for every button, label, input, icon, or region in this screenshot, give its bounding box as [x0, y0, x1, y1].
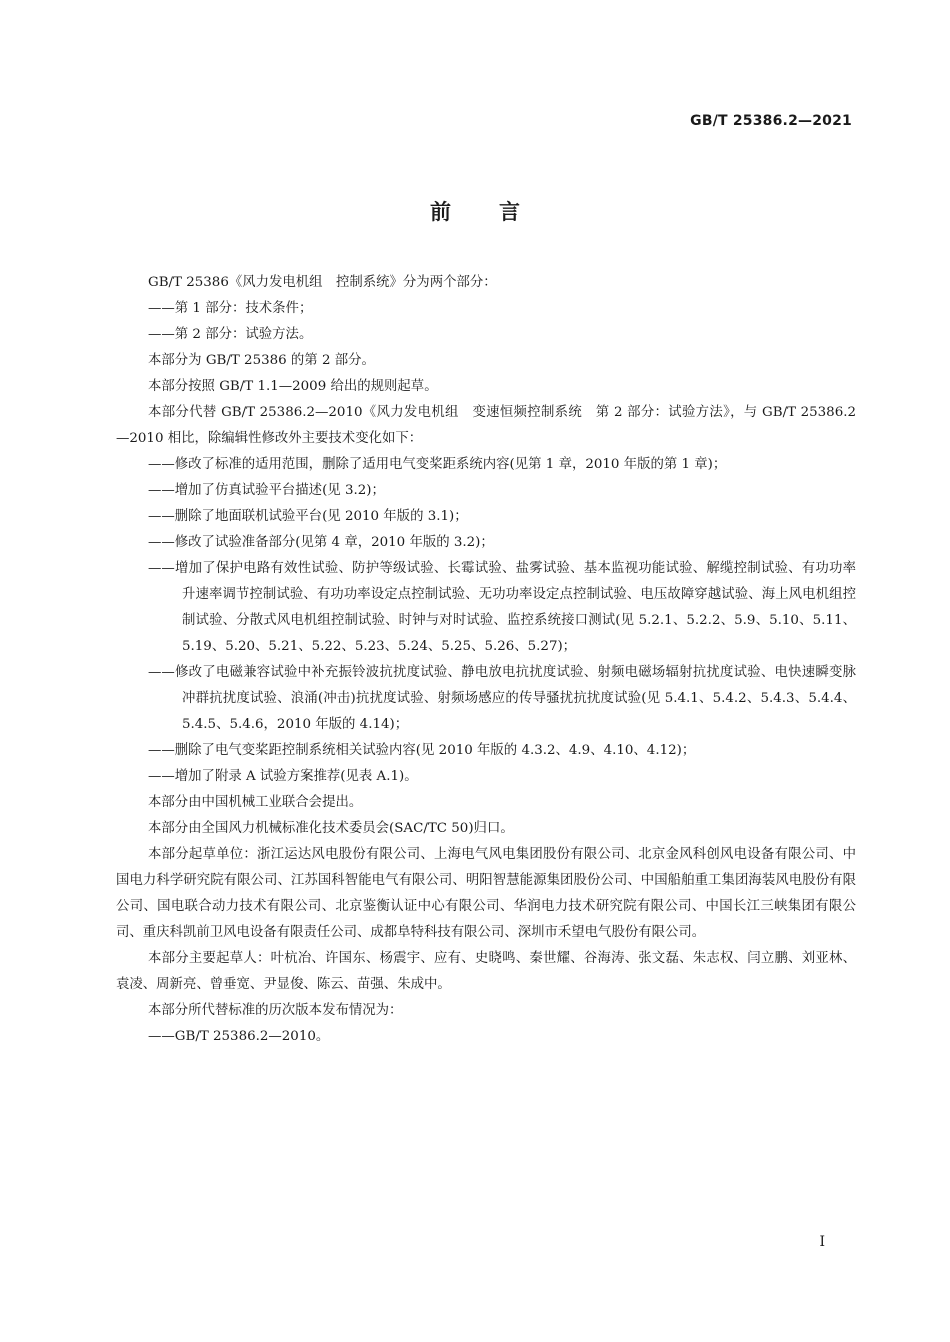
paragraph-history: 本部分所代替标准的历次版本发布情况为：	[148, 1003, 403, 1018]
list-item-change-preparation: ——修改了试验准备部分(见第 4 章，2010 年版的 3.2)；	[148, 535, 494, 550]
paragraph-drafting-rules: 本部分按照 GB/T 1.1—2009 给出的规则起草。	[148, 379, 438, 394]
standard-number: GB/T 25386.2—2021	[690, 113, 852, 129]
list-item-part-2: ——第 2 部分：试验方法。	[148, 327, 313, 342]
list-item-change-emc: ——修改了电磁兼容试验中补充振铃波抗扰度试验、静电放电抗扰度试验、射频电磁场辐射抗扰度试验、电快速瞬变脉冲群抗扰度试验、浪涌(冲击)抗扰度试验、射频场感应的传导骚扰抗扰度试验(见 5.4.1、5.4.2、5.4.3、5.4.4、5.4.5、5.4.6，2010 年版的 4.14)；	[148, 665, 856, 732]
paragraph-proposer: 本部分由中国机械工业联合会提出。	[148, 795, 363, 810]
paragraph-drafting-units: 本部分起草单位：浙江运达风电股份有限公司、上海电气风电集团股份有限公司、北京金风科创风电设备有限公司、中国电力科学研究院有限公司、江苏国科智能电气有限公司、明阳智慧能源集团股份公司、中国船舶重工集团海装风电股份有限公司、国电联合动力技术有限公司、北京鉴衡认证中心有限公司、华润电力技术研究院有限公司、中国长江三峡集团有限公司、重庆科凯前卫风电设备有限责任公司、成都阜特科技有限公司、深圳市禾望电气股份有限公司。	[116, 847, 856, 940]
list-item-change-ground-platform: ——删除了地面联机试验平台(见 2010 年版的 3.1)；	[148, 509, 468, 524]
list-item-change-pitch: ——删除了电气变桨距控制系统相关试验内容(见 2010 年版的 4.3.2、4.9、4.10、4.12)；	[148, 743, 696, 758]
paragraph-committee: 本部分由全国风力机械标准化技术委员会(SAC/TC 50)归口。	[148, 821, 514, 836]
paragraph-parts-intro: GB/T 25386《风力发电机组 控制系统》分为两个部分：	[148, 275, 497, 290]
paragraph-this-part: 本部分为 GB/T 25386 的第 2 部分。	[148, 353, 375, 368]
paragraph-drafters: 本部分主要起草人：叶杭冶、许国东、杨震宇、应有、史晓鸣、秦世耀、谷海涛、张文磊、朱志权、闫立鹏、刘亚林、袁凌、周新亮、曾垂宽、尹显俊、陈云、苗强、朱成中。	[116, 951, 856, 992]
list-item-history-2010: ——GB/T 25386.2—2010。	[148, 1029, 330, 1044]
paragraph-replaces: 本部分代替 GB/T 25386.2—2010《风力发电机组 变速恒频控制系统 第 2 部分：试验方法》，与 GB/T 25386.2—2010 相比，除编辑性修改外主要技术变化如下：	[116, 405, 856, 446]
list-item-change-annex-a: ——增加了附录 A 试验方案推荐(见表 A.1)。	[148, 769, 418, 784]
list-item-change-simulation: ——增加了仿真试验平台描述(见 3.2)；	[148, 483, 385, 498]
list-item-change-added-tests: ——增加了保护电路有效性试验、防护等级试验、长霉试验、盐雾试验、基本监视功能试验、解缆控制试验、有功功率升速率调节控制试验、有功功率设定点控制试验、无功功率设定点控制试验、电压故障穿越试验、海上风电机组控制试验、分散式风电机组控制试验、时钟与对时试验、监控系统接口测试(见 5.2.1、5.2.2、5.9、5.10、5.11、5.19、5.20、5.21、5.22、5.23、5.24、5.25、5.26、5.27)；	[148, 561, 856, 654]
list-item-part-1: ——第 1 部分：技术条件；	[148, 301, 313, 316]
page-title: 前言	[430, 200, 568, 224]
foreword-body	[116, 270, 856, 1050]
page-number: I	[819, 1234, 825, 1250]
list-item-change-scope: ——修改了标准的适用范围，删除了适用电气变桨距系统内容(见第 1 章，2010 年版的第 1 章)；	[148, 457, 727, 472]
